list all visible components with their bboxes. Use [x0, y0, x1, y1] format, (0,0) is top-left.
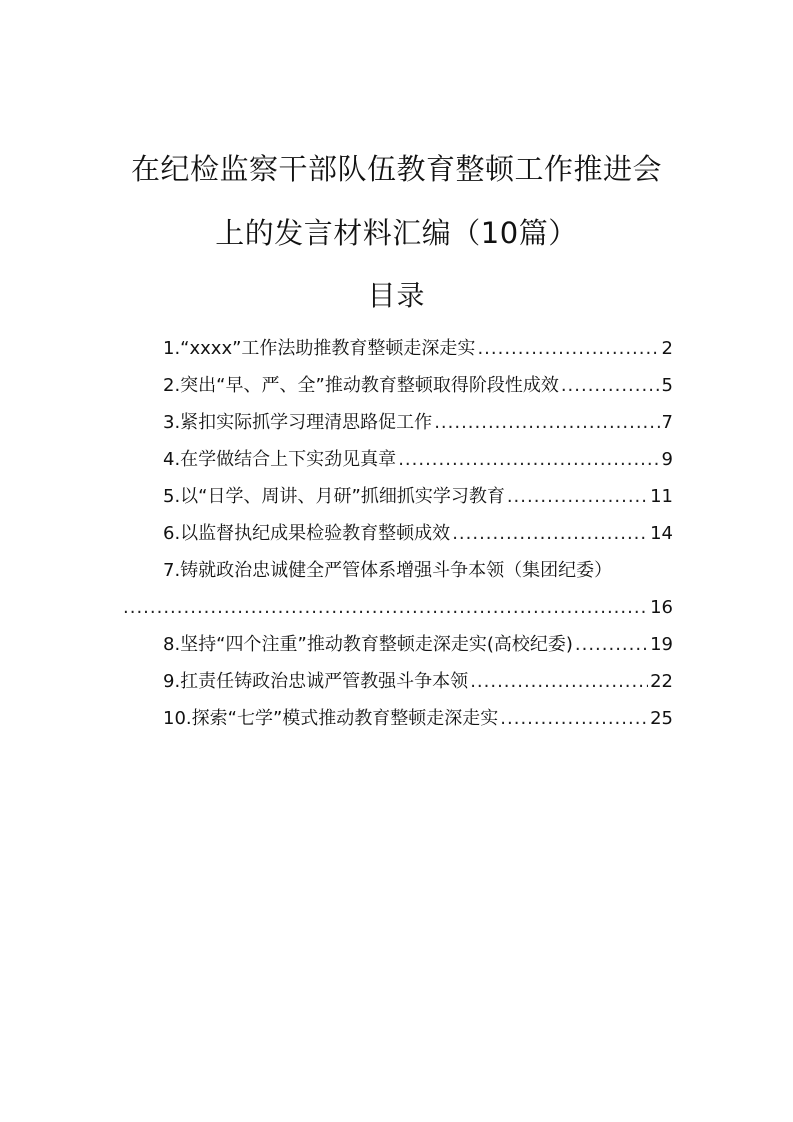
- toc-entry-title: 6.以监督执纪成果检验教育整顿成效: [163, 523, 451, 544]
- toc-page-number: 25: [650, 708, 673, 729]
- table-of-contents: [163, 336, 673, 743]
- toc-entry-10[interactable]: [163, 706, 673, 743]
- toc-leader-dots: [575, 632, 648, 658]
- document-title-line-1: 在纪检监察干部队伍教育整顿工作推进会: [130, 152, 662, 186]
- toc-entry-title: 8.坚持“四个注重”推动教育整顿走深走实(高校纪委): [163, 634, 573, 655]
- toc-entry-title: 2.突出“早、严、全”推动教育整顿取得阶段性成效: [163, 375, 559, 396]
- toc-page-number: 22: [650, 671, 673, 692]
- toc-entry-1[interactable]: [163, 336, 673, 373]
- document-title-line-2: 上的发言材料汇编（10篇）: [215, 216, 578, 250]
- toc-leader-dots: [434, 410, 659, 436]
- toc-page-number: 2: [661, 338, 673, 359]
- toc-leader-dots: [507, 484, 648, 510]
- toc-leader-dots: [452, 521, 648, 547]
- toc-entry-9[interactable]: [163, 669, 673, 706]
- toc-leader-dots: [561, 373, 660, 399]
- toc-entry-7-continuation[interactable]: [121, 595, 673, 632]
- toc-entry-title: 10.探索“七学”模式推动教育整顿走深走实: [163, 708, 499, 729]
- toc-entry-title: 5.以“日学、周讲、月研”抓细抓实学习教育: [163, 486, 505, 507]
- toc-entry-8[interactable]: [163, 632, 673, 669]
- toc-page-number: 11: [650, 486, 673, 507]
- toc-entry-5[interactable]: [163, 484, 673, 521]
- toc-leader-dots: [123, 595, 648, 621]
- toc-page-number: 9: [661, 449, 673, 470]
- toc-entry-4[interactable]: [163, 447, 673, 484]
- toc-heading: 目录: [367, 279, 426, 312]
- toc-page-number: 19: [650, 634, 673, 655]
- toc-entry-7[interactable]: [163, 558, 673, 595]
- toc-entry-title: 9.扛责任铸政治忠诚严管教强斗争本领: [163, 671, 469, 692]
- toc-entry-title: 7.铸就政治忠诚健全严管体系增强斗争本领（集团纪委）: [163, 560, 613, 581]
- toc-page-number: 16: [650, 597, 673, 618]
- toc-entry-title: 3.紧扣实际抓学习理清思路促工作: [163, 412, 433, 433]
- toc-leader-dots: [477, 336, 659, 362]
- toc-page-number: 7: [661, 412, 673, 433]
- toc-entry-3[interactable]: [163, 410, 673, 447]
- toc-entry-6[interactable]: [163, 521, 673, 558]
- toc-entry-title: 4.在学做结合上下实劲见真章: [163, 449, 397, 470]
- toc-leader-dots: [398, 447, 659, 473]
- toc-page-number: 5: [661, 375, 673, 396]
- toc-entry-2[interactable]: [163, 373, 673, 410]
- toc-page-number: 14: [650, 523, 673, 544]
- toc-leader-dots: [470, 669, 648, 695]
- toc-leader-dots: [500, 706, 648, 732]
- toc-entry-title: 1.“xxxx”工作法助推教育整顿走深走实: [163, 338, 476, 359]
